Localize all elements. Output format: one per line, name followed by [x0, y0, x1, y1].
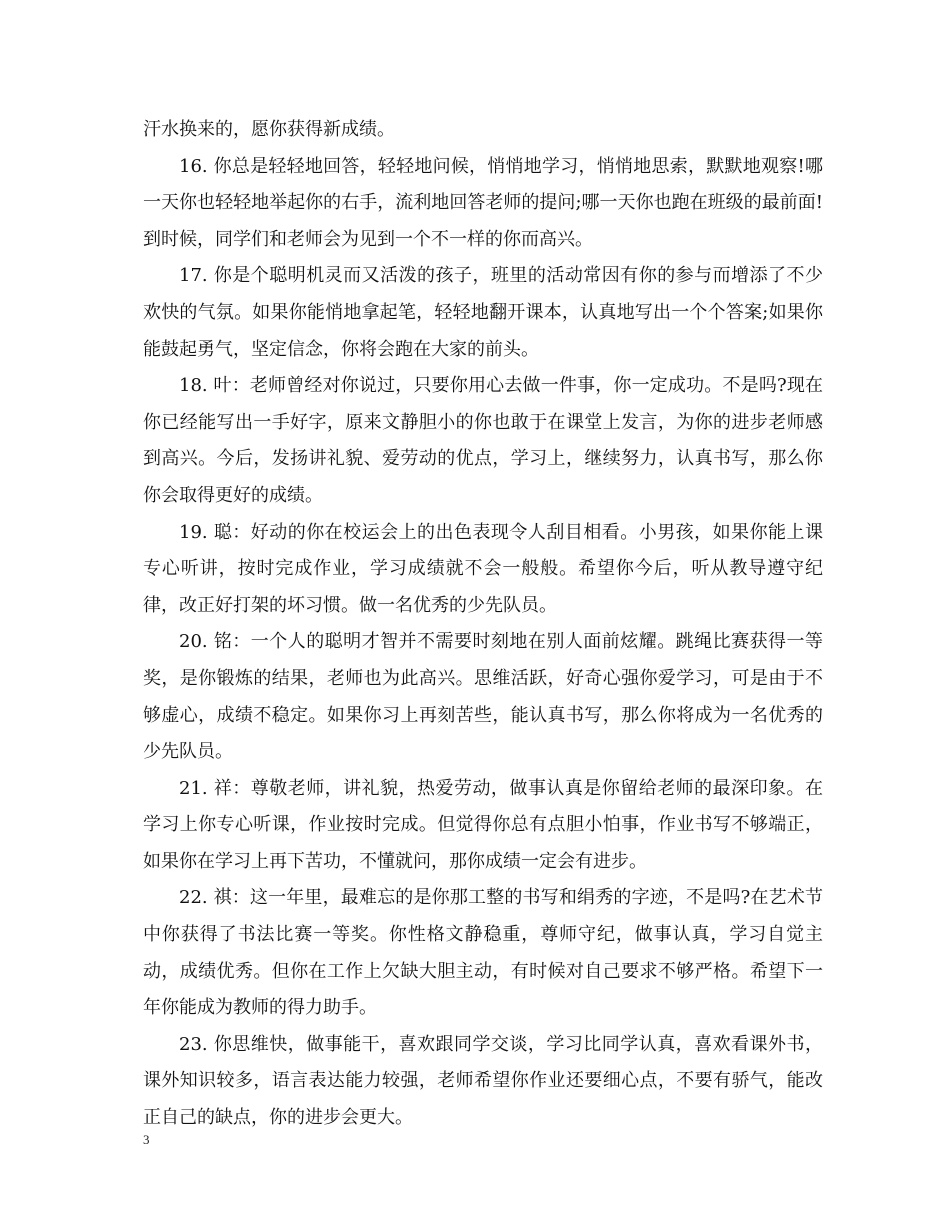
paragraph-17: 17. 你是个聪明机灵而又活泼的孩子，班里的活动常因有你的参与而增添了不少欢快的气氛。如果你能悄地拿起笔，轻轻地翻开课本，认真地写出一个个答案;如果你能鼓起勇气，坚定信念，你将会跑在大家的前头。	[143, 265, 823, 360]
paragraph-21: 21. 祥：尊敬老师，讲礼貌，热爱劳动，做事认真是你留给老师的最深印象。在学习上你专心听课，作业按时完成。但觉得你总有点胆小怕事，作业书写不够端正，如果你在学习上再下苦功，不懂就问，那你成绩一定会有进步。	[143, 777, 823, 872]
paragraph-16: 16. 你总是轻轻地回答，轻轻地问候，悄悄地学习，悄悄地思索，默默地观察!哪一天你也轻轻地举起你的右手，流利地回答老师的提问;哪一天你也跑在班级的最前面!到时候，同学们和老师会为见到一个不一样的你而高兴。	[143, 155, 823, 250]
paragraph-20: 20. 铭：一个人的聪明才智并不需要时刻地在别人面前炫耀。跳绳比赛获得一等奖，是你锻炼的结果，老师也为此高兴。思维活跃，好奇心强你爱学习，可是由于不够虚心，成绩不稳定。如果你习上再刻苦些，能认真书写，那么你将成为一名优秀的少先队员。	[143, 631, 823, 763]
paragraph-23: 23. 你思维快，做事能干，喜欢跟同学交谈，学习比同学认真，喜欢看课外书，课外知识较多，语言表达能力较强，老师希望你作业还要细心点，不要有骄气，能改正自己的缺点，你的进步会更大。	[143, 1033, 823, 1129]
document-body	[143, 112, 823, 1137]
page-number: 3	[143, 1132, 150, 1147]
paragraph-18: 18. 叶：老师曾经对你说过，只要你用心去做一件事，你一定成功。不是吗?现在你已经能写出一手好字，原来文静胆小的你也敢于在课堂上发言，为你的进步老师感到高兴。今后，发扬讲礼貌、爱劳动的优点，学习上，继续努力，认真书写，那么你你会取得更好的成绩。	[143, 375, 823, 506]
paragraph-19: 19. 聪：好动的你在校运会上的出色表现令人刮目相看。小男孩，如果你能上课专心听讲，按时完成作业，学习成绩就不会一般般。希望你今后，听从教导遵守纪律，改正好打架的坏习惯。做一名优秀的少先队员。	[143, 521, 823, 616]
paragraph-continuation: 汗水换来的，愿你获得新成绩。	[143, 119, 395, 140]
paragraph-22: 22. 祺：这一年里，最难忘的是你那工整的书写和绢秀的字迹，不是吗?在艺术节中你获得了书法比赛一等奖。你性格文静稳重，尊师守纪，做事认真，学习自觉主动，成绩优秀。但你在工作上欠缺大胆主动，有时候对自己要求不够严格。希望下一年你能成为教师的得力助手。	[143, 887, 823, 1019]
